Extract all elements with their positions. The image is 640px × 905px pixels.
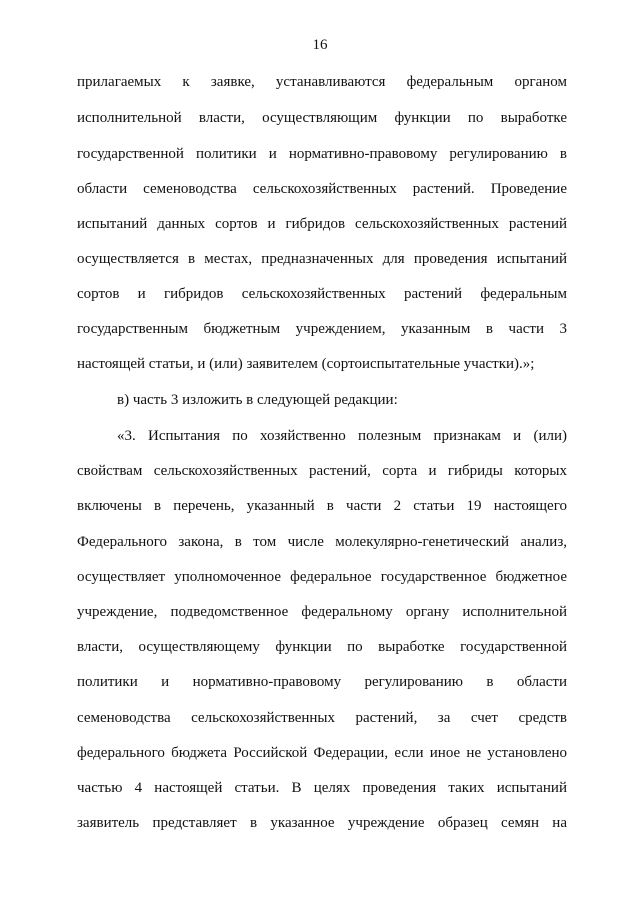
text-line: осуществляет уполномоченное федеральное государственное бюджетное [77,569,567,585]
text-line: сортов и гибридов сельскохозяйственных растений федеральным [77,286,567,302]
text-line: настоящей статьи, и (или) заявителем (сортоиспытательные участки).»; [77,356,535,372]
text-line: Федерального закона, в том числе молекулярно-генетический анализ, [77,534,567,550]
text-line: частью 4 настоящей статьи. В целях проведения таких испытаний [77,780,567,796]
text-line: заявитель представляет в указанное учреждение образец семян на [77,815,567,831]
page-number: 16 [312,37,328,53]
text-line: власти, осуществляющему функции по выработке государственной [77,639,567,655]
text-line: политики и нормативно-правовому регулированию в области [77,674,567,690]
text-line: государственным бюджетным учреждением, указанным в части 3 [77,321,567,337]
text-line: осуществляется в местах, предназначенных для проведения испытаний [77,251,567,267]
text-line: области семеноводства сельскохозяйственных растений. Проведение [77,181,567,197]
text-line: федерального бюджета Российской Федерации, если иное не установлено [77,745,567,761]
text-line: прилагаемых к заявке, устанавливаются федеральным органом [77,74,567,90]
text-line: учреждение, подведомственное федеральному органу исполнительной [77,604,567,620]
text-line: исполнительной власти, осуществляющим функции по выработке [77,110,567,126]
list-item-heading: в) часть 3 изложить в следующей редакции: [117,392,398,408]
text-line: семеноводства сельскохозяйственных растений, за счет средств [77,710,567,726]
text-line: включены в перечень, указанный в части 2 статьи 19 настоящего [77,498,567,514]
paragraph-first-line: «3. Испытания по хозяйственно полезным признакам и (или) [117,428,567,444]
text-line: свойствам сельскохозяйственных растений, сорта и гибриды которых [77,463,567,479]
text-line: государственной политики и нормативно-правовому регулированию в [77,146,567,162]
text-line: испытаний данных сортов и гибридов сельскохозяйственных растений [77,216,567,232]
